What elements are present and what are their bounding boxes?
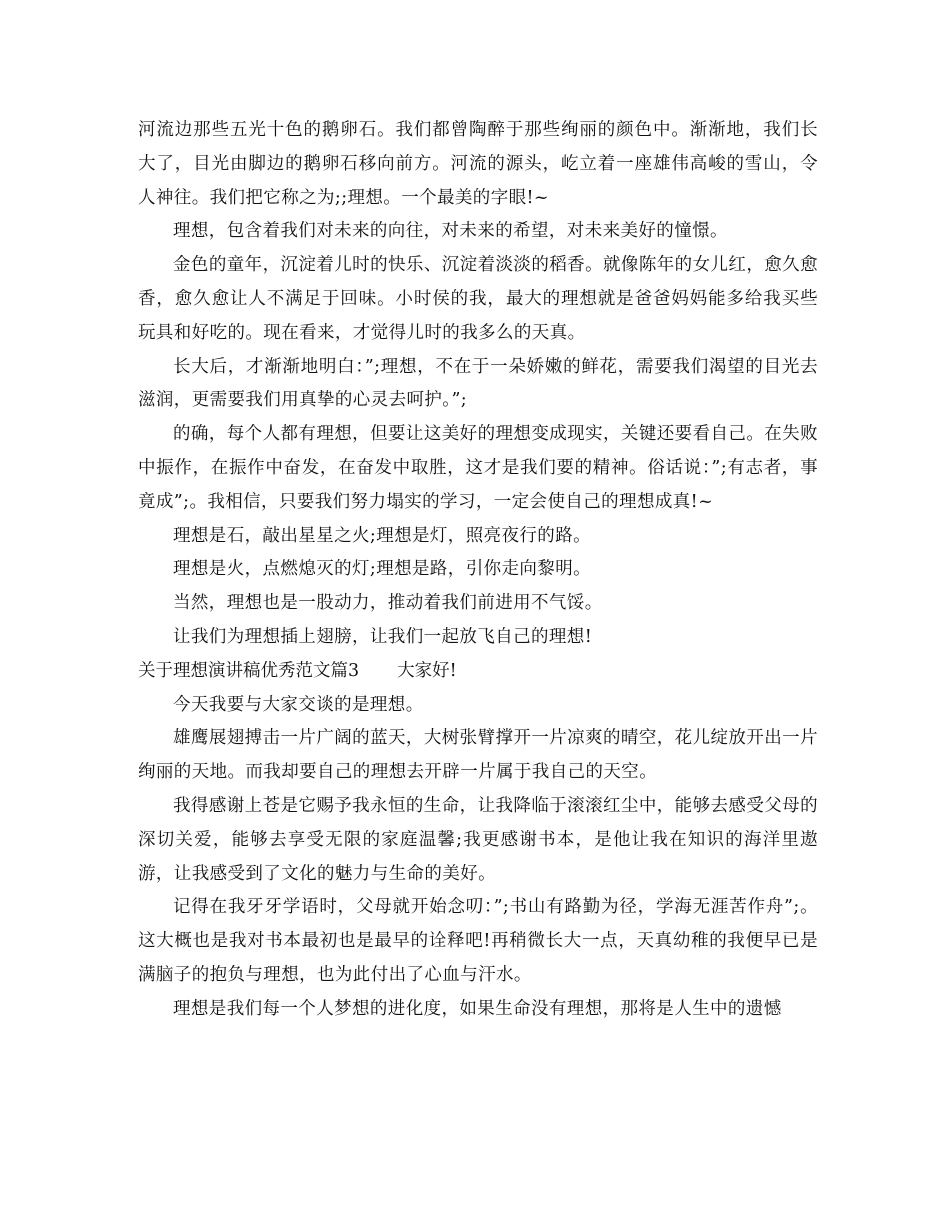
paragraph: 金色的童年，沉淀着儿时的快乐、沉淀着淡淡的稻香。就像陈年的女儿红，愈久愈香，愈久愈让人不满足于回味。小时侯的我，最大的理想就是爸爸妈妈能多给我买些玩具和好吃的。现在看来，才觉得儿时的我多么的天真。 <box>138 255 818 343</box>
paragraph: 长大后，才渐渐地明白：”;理想，不在于一朵娇嫩的鲜花，需要我们渴望的目光去滋润，更需要我们用真挚的心灵去呵护。”; <box>138 356 818 411</box>
section-title: 关于理想演讲稿优秀范文篇3 <box>138 660 360 681</box>
section-greeting: 大家好! <box>397 660 457 681</box>
paragraph: 当然，理想也是一股动力，推动着我们前进用不气馁。 <box>173 593 603 614</box>
paragraph: 记得在我牙牙学语时，父母就开始念叨：”;书山有路勤为径，学海无涯苦作舟”;。这大概也是我对书本最初也是最早的诠释吧!再稍微长大一点，天真幼稚的我便早已是满脑子的抱负与理想，也为此付出了心血与汗水。 <box>138 897 818 985</box>
paragraph: 让我们为理想插上翅膀，让我们一起放飞自己的理想! <box>173 626 593 647</box>
paragraph: 理想是火，点燃熄灭的灯;理想是路，引你走向黎明。 <box>173 559 591 580</box>
paragraph: 理想是我们每一个人梦想的进化度，如果生命没有理想，那将是人生中的遗憾 <box>173 998 782 1019</box>
document-body <box>138 114 818 1027</box>
paragraph: 我得感谢上苍是它赐予我永恒的生命，让我降临于滚滚红尘中，能够去感受父母的深切关爱，能够去享受无限的家庭温馨;我更感谢书本，是他让我在知识的海洋里遨游，让我感受到了文化的魅力与生命的美好。 <box>138 795 818 884</box>
paragraph: 理想是石，敲出星星之火;理想是灯，照亮夜行的路。 <box>173 525 591 546</box>
paragraph: 河流边那些五光十色的鹅卵石。我们都曾陶醉于那些绚丽的颜色中。渐渐地，我们长大了，目光由脚边的鹅卵石移向前方。河流的源头，屹立着一座雄伟高峻的雪山，令人神往。我们把它称之为;;理想。一个最美的字眼!~ <box>138 120 818 208</box>
paragraph: 理想，包含着我们对未来的向往，对未来的希望，对未来美好的憧憬。 <box>173 221 728 242</box>
paragraph: 今天我要与大家交谈的是理想。 <box>173 694 424 715</box>
section-heading <box>138 655 818 689</box>
paragraph: 的确，每个人都有理想，但要让这美好的理想变成现实，关键还要看自己。在失败中振作，在振作中奋发，在奋发中取胜，这才是我们要的精神。俗话说：”;有志者，事竟成”;。我相信，只要我们努力塌实的学习，一定会使自己的理想成真!~ <box>138 424 818 512</box>
paragraph: 雄鹰展翅搏击一片广阔的蓝天，大树张臂撑开一片凉爽的晴空，花儿绽放开出一片绚丽的天地。而我却要自己的理想去开辟一片属于我自己的天空。 <box>138 728 818 783</box>
